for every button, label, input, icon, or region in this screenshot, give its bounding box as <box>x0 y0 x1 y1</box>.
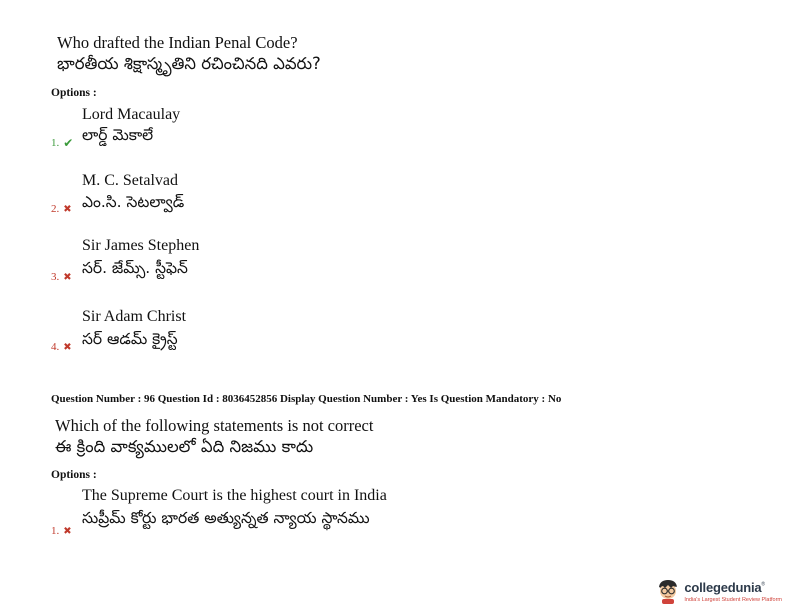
cross-icon: ✖ <box>63 525 72 537</box>
option-number <box>51 525 72 537</box>
logo-tagline: India's Largest Student Review Platform <box>684 597 782 603</box>
option-number <box>51 136 73 150</box>
cross-icon: ✖ <box>63 341 72 353</box>
option-index: 2. <box>51 203 60 215</box>
option-text-te: సర్ ఆడమ్ క్రైస్ట్ <box>82 330 178 348</box>
option-text-te: సుప్రీమ్ కోర్టు భారత అత్యున్నత న్యాయ స్థానము <box>82 509 370 527</box>
option-number <box>51 341 72 353</box>
cross-icon: ✖ <box>63 203 72 215</box>
options-label: Options : <box>51 469 97 481</box>
option-index: 1. <box>51 137 60 149</box>
cross-icon: ✖ <box>63 271 72 283</box>
question-text-en: Who drafted the Indian Penal Code? <box>57 33 298 52</box>
question-text-te: ఈ క్రింది వాక్యములలో ఏది నిజము కాదు <box>55 437 314 456</box>
check-icon: ✔ <box>63 136 74 150</box>
options-label: Options : <box>51 87 97 99</box>
option-number <box>51 203 72 215</box>
option-text-en: Sir James Stephen <box>82 237 200 254</box>
option-text-en: M. C. Setalvad <box>82 172 178 189</box>
option-text-en: Sir Adam Christ <box>82 308 187 325</box>
collegedunia-logo <box>656 578 782 604</box>
option-number <box>51 271 72 283</box>
question-text-te: భారతీయ శిక్షాస్మృతిని రచించినది ఎవరు? <box>57 54 321 73</box>
question-meta: Question Number : 96 Question Id : 8036452856 Display Question Number : Yes Is Question Mandatory : No <box>51 393 562 405</box>
logo-name: collegedunia <box>684 580 762 595</box>
option-text-te: ఎం.సి. సెటల్వాడ్ <box>82 193 185 211</box>
option-text-en: Lord Macaulay <box>82 106 181 123</box>
question-text-en: Which of the following statements is not correct <box>55 416 374 435</box>
option-text-en: The Supreme Court is the highest court in India <box>82 487 387 504</box>
registered-mark: ® <box>761 581 766 588</box>
option-index: 1. <box>51 525 60 537</box>
option-text-te: సర్. జేమ్స్. స్టీఫెన్ <box>82 259 188 277</box>
option-index: 4. <box>51 341 60 353</box>
mascot-icon <box>656 578 680 604</box>
option-index: 3. <box>51 271 60 283</box>
option-text-te: లార్డ్ మెకాలే <box>82 126 154 144</box>
